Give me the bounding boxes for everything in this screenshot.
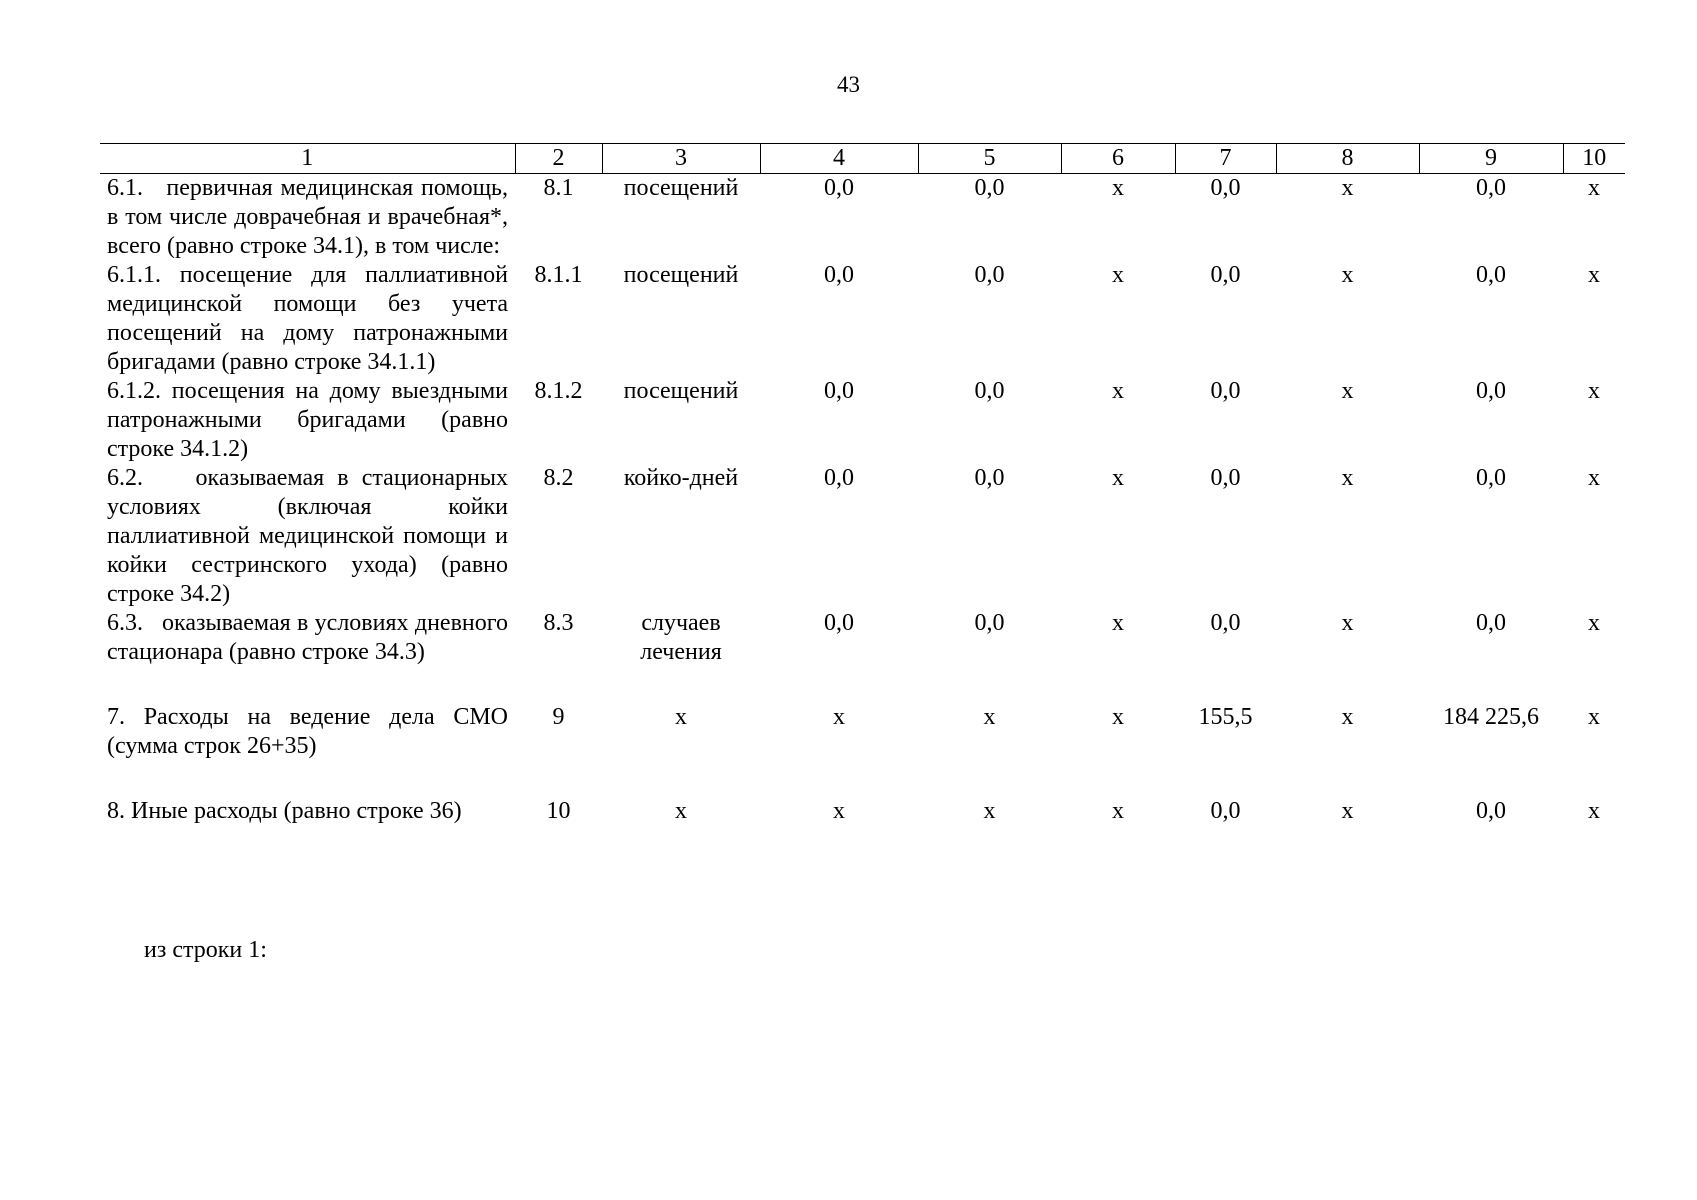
row-code: 8.2	[543, 465, 574, 491]
cell-c5: 0,0	[974, 262, 1005, 288]
cell-c8: х	[1341, 704, 1354, 730]
cell-c4: 0,0	[824, 610, 854, 636]
cell-c7: 155,5	[1198, 704, 1253, 730]
row-unit: посещений	[623, 262, 739, 288]
cell-c7: 0,0	[1210, 262, 1241, 288]
cell-c6: х	[1112, 704, 1124, 730]
row-code: 8.1.1	[534, 262, 583, 288]
cell-c9: 0,0	[1476, 465, 1506, 491]
row-name: 7. Расходы на ведение дела СМО (сумма строк 26+35)	[107, 704, 508, 759]
column-header: 4	[760, 144, 918, 174]
cell-c6: х	[1112, 262, 1124, 288]
cell-c9: 0,0	[1476, 610, 1506, 636]
cell-c8: х	[1341, 798, 1354, 824]
table-row	[100, 174, 1625, 262]
table-row	[100, 761, 1625, 826]
cell-c7: 0,0	[1210, 798, 1241, 824]
row-name: 6.2. оказываемая в стационарных условиях (включая койки паллиативной медицинской помощи и койки сестринского ухода) (равно строке 34.2)	[107, 465, 508, 607]
cell-c6: х	[1112, 175, 1124, 201]
header-row	[100, 144, 1625, 174]
column-header: 8	[1276, 144, 1419, 174]
cell-c8: х	[1341, 465, 1354, 491]
cell-c5: 0,0	[974, 610, 1005, 636]
cell-c9: 0,0	[1476, 262, 1506, 288]
column-header: 6	[1061, 144, 1175, 174]
cell-c10: х	[1588, 378, 1600, 404]
row-unit: посещений	[623, 175, 739, 201]
cell-c5: 0,0	[974, 465, 1005, 491]
cell-c5: 0,0	[974, 175, 1005, 201]
cell-c4: 0,0	[824, 465, 854, 491]
table-row	[100, 464, 1625, 609]
cell-c9: 0,0	[1476, 798, 1506, 824]
cell-c9: 0,0	[1476, 378, 1506, 404]
cell-c10: х	[1588, 262, 1600, 288]
column-header: 5	[918, 144, 1061, 174]
cell-c8: х	[1341, 610, 1354, 636]
cell-c8: х	[1341, 378, 1354, 404]
cell-c10: х	[1588, 798, 1600, 824]
cell-c7: 0,0	[1210, 175, 1241, 201]
cell-c10: х	[1588, 465, 1600, 491]
footer-note: из строки 1:	[144, 937, 267, 963]
cell-c7: 0,0	[1210, 378, 1241, 404]
row-name: 8. Иные расходы (равно строке 36)	[107, 798, 462, 824]
row-name: 6.1.2. посещения на дому выездными патронажными бригадами (равно строке 34.1.2)	[107, 378, 508, 462]
cell-c6: х	[1112, 378, 1124, 404]
cell-c8: х	[1341, 262, 1354, 288]
cell-c9: 184 225,6	[1443, 704, 1539, 730]
row-unit: случаев лечения	[640, 610, 722, 665]
row-unit: х	[675, 704, 687, 730]
cell-c5: х	[983, 704, 996, 730]
table-row	[100, 609, 1625, 667]
cell-c4: 0,0	[824, 262, 854, 288]
row-code: 9	[552, 704, 565, 730]
column-header: 9	[1419, 144, 1563, 174]
cell-c4: 0,0	[824, 175, 854, 201]
row-name: 6.1. первичная медицинская помощь, в том числе доврачебная и врачебная*, всего (равно строке 34.1), в том числе:	[107, 175, 508, 259]
data-table	[100, 143, 1625, 826]
cell-c6: х	[1112, 610, 1124, 636]
cell-c9: 0,0	[1476, 175, 1506, 201]
cell-c7: 0,0	[1210, 610, 1241, 636]
row-code: 8.1.2	[534, 378, 583, 404]
cell-c5: 0,0	[974, 378, 1005, 404]
row-unit: посещений	[623, 378, 739, 404]
page-number: 43	[837, 72, 860, 97]
column-header: 10	[1563, 144, 1625, 174]
cell-c4: 0,0	[824, 378, 854, 404]
cell-c6: х	[1112, 798, 1124, 824]
column-header: 2	[515, 144, 602, 174]
table-row	[100, 667, 1625, 761]
column-header: 1	[100, 144, 515, 174]
column-header: 3	[602, 144, 760, 174]
table-row	[100, 261, 1625, 377]
cell-c10: х	[1588, 610, 1600, 636]
cell-c8: х	[1341, 175, 1354, 201]
row-name: 6.1.1. посещение для паллиативной медицинской помощи без учета посещений на дому патронажными бригадами (равно строке 34.1.1)	[107, 262, 508, 375]
cell-c10: х	[1588, 175, 1600, 201]
cell-c6: х	[1112, 465, 1124, 491]
column-header: 7	[1175, 144, 1276, 174]
row-name: 6.3. оказываемая в условиях дневного стационара (равно строке 34.3)	[107, 610, 508, 665]
cell-c10: х	[1588, 704, 1600, 730]
row-unit: койко-дней	[623, 465, 739, 491]
cell-c7: 0,0	[1210, 465, 1241, 491]
row-code: 10	[546, 798, 571, 824]
cell-c4: х	[833, 704, 845, 730]
row-unit: х	[675, 798, 687, 824]
cell-c4: х	[833, 798, 845, 824]
cell-c5: х	[983, 798, 996, 824]
row-code: 8.3	[543, 610, 574, 636]
table-row	[100, 377, 1625, 464]
row-code: 8.1	[543, 175, 574, 201]
